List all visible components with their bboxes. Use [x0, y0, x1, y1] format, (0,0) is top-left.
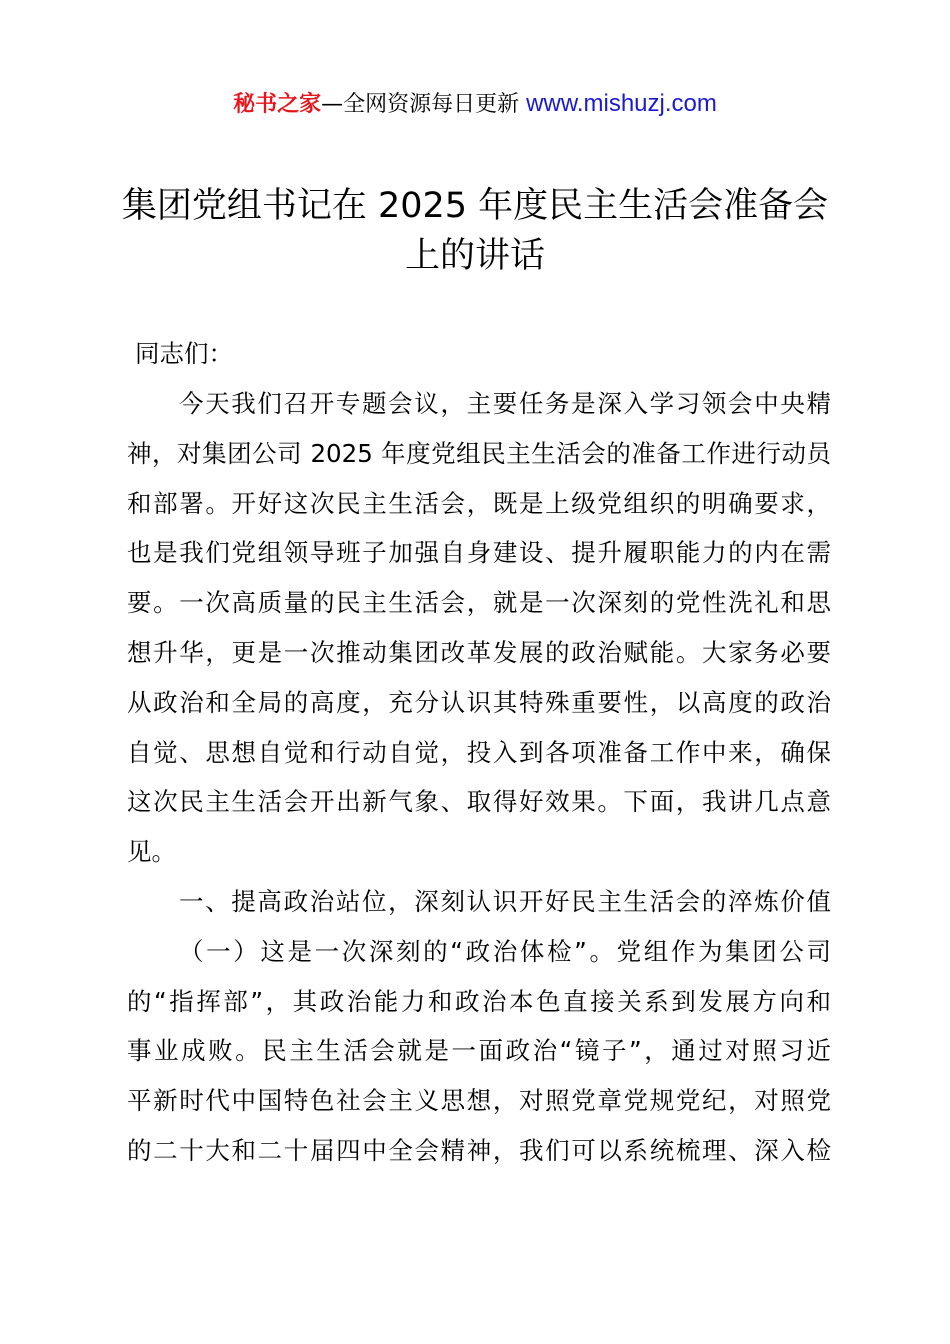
paragraph-line: 事业成败。民主生活会就是一面政治“镜子”，通过对照习近	[127, 1036, 831, 1066]
paragraph-line: 从政治和全局的高度，充分认识其特殊重要性，以高度的政治	[127, 687, 831, 717]
paragraph-line: 平新时代中国特色社会主义思想，对照党章党规党纪，对照党	[127, 1086, 831, 1116]
paragraph-line: 见。	[127, 837, 176, 867]
paragraph-line: 想升华，更是一次推动集团改革发展的政治赋能。大家务必要	[127, 638, 831, 667]
document-title-line-1: 集团党组书记在 2025 年度民主生活会准备会	[121, 186, 829, 226]
paragraph-line: 也是我们党组领导班子加强自身建设、提升履职能力的内在需	[127, 538, 831, 568]
brand-name: 秘书之家	[233, 92, 322, 117]
header-tagline: —全网资源每日更新	[321, 92, 527, 117]
site-header	[0, 88, 950, 121]
greeting: 同志们：	[135, 339, 233, 368]
paragraph-line: 的二十大和二十届四中全会精神，我们可以系统梳理、深入检	[127, 1136, 831, 1165]
paragraph-line: 和部署。开好这次民主生活会，既是上级党组织的明确要求，	[127, 488, 831, 518]
paragraph-line: 的“指挥部”，其政治能力和政治本色直接关系到发展方向和	[127, 986, 831, 1016]
paragraph-line: 这次民主生活会开出新气象、取得好效果。下面，我讲几点意	[127, 787, 831, 817]
document-title-line-2: 上的讲话	[404, 236, 545, 276]
section-heading-line: （一）这是一次深刻的“政治体检”。党组作为集团公司	[179, 936, 831, 966]
paragraph-line: 今天我们召开专题会议，主要任务是深入学习领会中央精	[179, 389, 831, 418]
paragraph-line: 神，对集团公司 2025 年度党组民主生活会的准备工作进行动员	[127, 438, 831, 468]
section-heading-line: 一、提高政治站位，深刻认识开好民主生活会的淬炼价值	[179, 887, 831, 916]
paragraph-line: 自觉、思想自觉和行动自觉，投入到各项准备工作中来，确保	[127, 737, 831, 767]
paragraph-line: 要。一次高质量的民主生活会，就是一次深刻的党性洗礼和思	[127, 588, 831, 618]
site-url-link[interactable]: www.mishuzj.com	[526, 90, 717, 117]
